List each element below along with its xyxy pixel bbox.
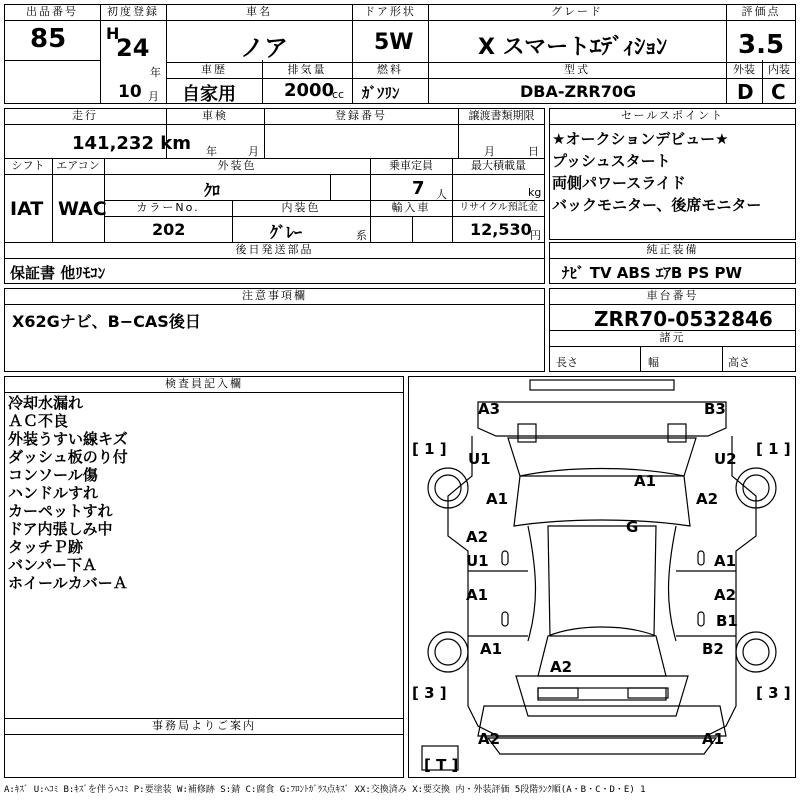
insp-month-unit: 月 xyxy=(248,145,259,158)
lot-number: 85 xyxy=(30,24,67,54)
mileage: 141,232 km xyxy=(72,133,191,154)
transfer-month-unit: 月 xyxy=(484,145,495,158)
colorno-label: カラーNo. xyxy=(136,201,200,214)
damage-mark: A1 xyxy=(634,472,657,490)
int-grade: C xyxy=(771,80,786,104)
ext-label: 外装 xyxy=(733,63,755,76)
grade: X スマートｴﾃﾞｨｼｮﾝ xyxy=(478,35,668,60)
inspector-line: カーペットすれ xyxy=(8,502,113,520)
inspector-line: ダッシュ板のり付 xyxy=(8,448,128,466)
fuel-label: 燃料 xyxy=(377,63,403,76)
recycle-label: リサイクル預託金 xyxy=(459,202,538,213)
inspector-line: 冷却水漏れ xyxy=(8,394,84,412)
damage-mark: A1 xyxy=(486,490,509,508)
year-unit: 年 xyxy=(150,66,161,79)
damage-mark: A1 xyxy=(466,586,489,604)
height-label: 高さ xyxy=(728,356,750,369)
damage-mark: A2 xyxy=(714,586,737,604)
damage-mark: U1 xyxy=(468,450,491,468)
transfer-label: 譲渡書類期限 xyxy=(468,109,535,122)
mileage-label: 走行 xyxy=(72,109,98,122)
ext-grade: D xyxy=(737,80,754,104)
damage-mark: U2 xyxy=(714,450,737,468)
notes-label: 注意事項欄 xyxy=(242,289,307,302)
recycle: 12,530 xyxy=(470,220,532,239)
inspector-line: 外装うすい線キズ xyxy=(8,430,128,448)
score: 3.5 xyxy=(738,30,785,60)
insp-year-unit: 年 xyxy=(206,145,217,158)
intcolor: ｸﾞﾚｰ xyxy=(270,223,303,242)
model-label: 型式 xyxy=(564,63,590,76)
spare-tire: [ T ] xyxy=(424,756,459,774)
capacity-unit: 人 xyxy=(436,188,447,201)
displacement: 2000 xyxy=(284,80,335,101)
history: 自家用 xyxy=(182,84,236,105)
capacity: 7 xyxy=(412,178,425,199)
damage-mark: B2 xyxy=(702,640,724,658)
damage-mark: A2 xyxy=(466,528,489,546)
length-label: 長さ xyxy=(556,356,578,369)
load-unit: kg xyxy=(528,186,542,199)
tire-rear-right: [ 3 ] xyxy=(756,684,791,702)
recycle-unit: 円 xyxy=(530,229,541,242)
damage-mark: A1 xyxy=(480,640,503,658)
load-label: 最大積載量 xyxy=(471,159,526,172)
damage-mark: A2 xyxy=(478,730,501,748)
notes: X62Gナビ、B−CAS後日 xyxy=(12,312,201,331)
color: ｸﾛ xyxy=(204,181,221,200)
damage-mark: A1 xyxy=(714,552,737,570)
import-label: 輸入車 xyxy=(391,201,431,214)
int-label: 内装 xyxy=(768,63,790,76)
chassis-label: 車台番号 xyxy=(646,289,699,302)
damage-mark: A3 xyxy=(478,400,501,418)
damage-mark: U1 xyxy=(466,552,489,570)
width-label: 幅 xyxy=(648,356,659,369)
inspector-line: ハンドルすれ xyxy=(8,484,99,502)
inspector-line: タッチＰ跡 xyxy=(8,538,84,556)
damage-mark: A2 xyxy=(550,658,573,676)
cc-unit: cc xyxy=(332,88,345,101)
tire-rear-left: [ 3 ] xyxy=(412,684,447,702)
door-label: ドア形状 xyxy=(364,5,416,18)
month-unit: 月 xyxy=(148,90,159,103)
reg-year: 24 xyxy=(116,34,150,62)
damage-mark: B3 xyxy=(704,400,726,418)
car-diagram xyxy=(408,376,796,778)
regno-label: 登録番号 xyxy=(335,109,387,122)
sales-label: セールスポイント xyxy=(620,109,724,122)
inspector-line: コンソール傷 xyxy=(8,466,98,484)
dims-label: 諸元 xyxy=(659,331,686,344)
grade-label: グレード xyxy=(551,5,603,18)
model: DBA-ZRR70G xyxy=(520,82,637,101)
inspection-label: 車検 xyxy=(202,109,228,122)
sales-line: バックモニター、後席モニター xyxy=(552,196,762,214)
shift-label: シフト xyxy=(11,159,45,172)
later-label: 後日発送部品 xyxy=(235,243,314,256)
sales-line: 両側パワースライド xyxy=(552,174,686,192)
door: 5W xyxy=(374,30,414,55)
car-name: ノア xyxy=(240,34,288,62)
damage-mark: B1 xyxy=(716,612,738,630)
shift: IAT xyxy=(10,198,44,220)
fuel: ｶﾞｿﾘﾝ xyxy=(362,84,400,102)
damage-mark: G xyxy=(626,518,639,536)
reg-month: 10 xyxy=(118,82,142,102)
displacement-label: 排気量 xyxy=(287,63,327,76)
ac-label: エアコン xyxy=(56,159,100,172)
chassis-number: ZRR70-0532846 xyxy=(594,307,773,331)
inspector-line: バンパー下Ａ xyxy=(8,556,97,574)
sales-line: ★オークションデビュー★ xyxy=(552,130,729,148)
later-parts: 保証書 他ﾘﾓｺﾝ xyxy=(10,264,106,282)
score-label: 評価点 xyxy=(741,5,781,18)
damage-mark: A2 xyxy=(696,490,719,508)
transfer-day-unit: 日 xyxy=(528,145,539,158)
first-reg-label: 初度登録 xyxy=(107,5,159,18)
inspector-line: ＡＣ不良 xyxy=(8,412,69,430)
office-label: 事務局よりご案内 xyxy=(152,719,256,732)
lot-label: 出品番号 xyxy=(26,5,78,18)
colorno: 202 xyxy=(152,220,186,239)
inspector-line: ドア内張しみ中 xyxy=(8,520,113,538)
equipment: ﾅﾋﾞ TV ABS ｴｱB PS PW xyxy=(562,264,743,282)
capacity-label: 乗車定員 xyxy=(389,159,433,172)
inspector-label: 検査員記入欄 xyxy=(165,377,243,390)
inspector-line: ホイールカバーＡ xyxy=(8,574,128,592)
sales-line: プッシュスタート xyxy=(552,152,671,170)
damage-mark: A1 xyxy=(702,730,725,748)
color-label: 外装色 xyxy=(217,159,257,172)
ac: WAC xyxy=(58,198,107,220)
intcolor-label: 内装色 xyxy=(281,201,321,214)
tire-front-left: [ 1 ] xyxy=(412,440,447,458)
history-label: 車歴 xyxy=(201,63,227,76)
tire-front-right: [ 1 ] xyxy=(756,440,791,458)
equipment-label: 純正装備 xyxy=(646,243,699,256)
era: H xyxy=(106,24,120,43)
intcolor-unit: 系 xyxy=(356,229,367,242)
car-name-label: 車名 xyxy=(246,5,272,18)
legend: A:ｷｽﾞ U:ﾍｺﾐ B:ｷｽﾞを伴うﾍｺﾐ P:要塗装 W:補修跡 S:錆 C:腐食 G:ﾌﾛﾝﾄｶﾞﾗｽ点ｷｽﾞ XX:交換済み X:要交換 内・外装評価 5段階ﾗﾝｸ順(A・B・C・D・E) 1 xyxy=(4,785,646,795)
